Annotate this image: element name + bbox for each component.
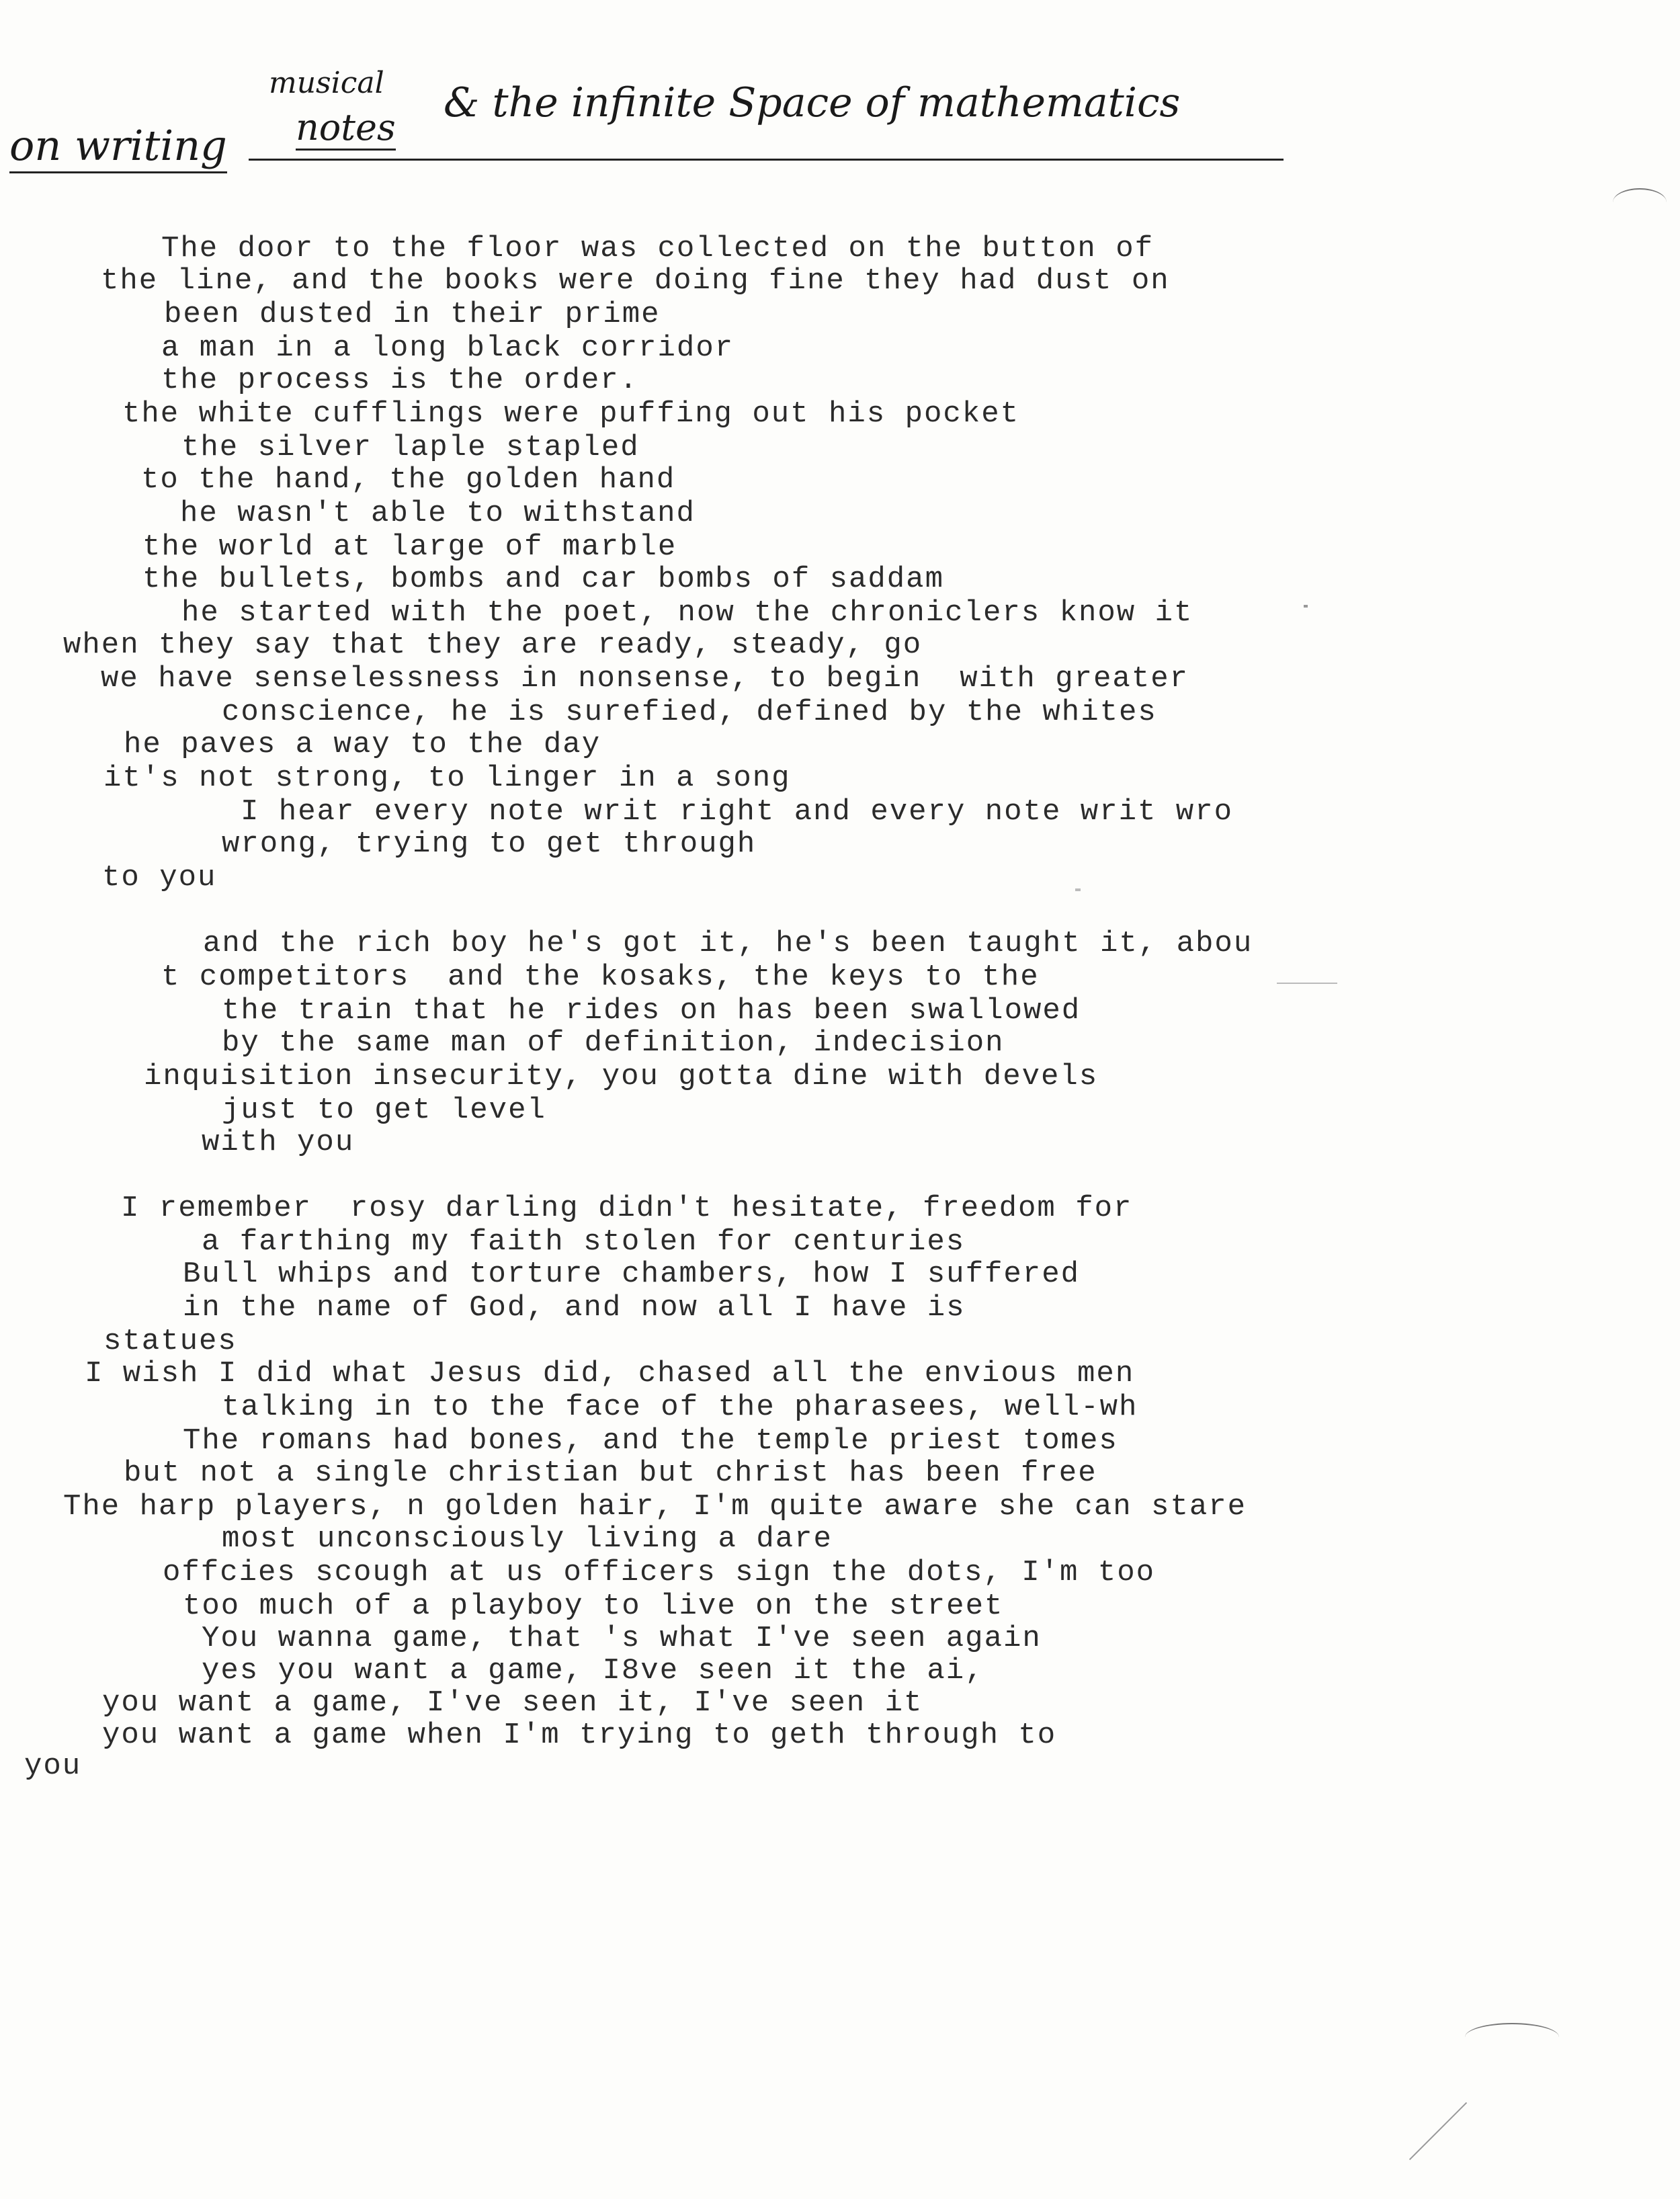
- stanza3-line-15: yes you want a game, I8ve seen it the ai,: [202, 1654, 984, 1688]
- handwritten-title-insert: musical: [269, 66, 384, 100]
- page-edge-mark-bottom: [1465, 2023, 1559, 2051]
- page-edge-mark-top: [1613, 188, 1667, 216]
- stanza2-line-6: just to get level: [222, 1093, 546, 1127]
- stanza1-line-12: he started with the poet, now the chroniclers know it: [181, 596, 1193, 630]
- stanza1-line-2: the line, and the books were doing fine they had dust on: [101, 264, 1170, 298]
- stanza2-line-4: by the same man of definition, indecision: [222, 1026, 1005, 1060]
- stanza1-line-20: to you: [102, 861, 217, 895]
- stanza3-line-1: I remember rosy darling didn't hesitate, freedom for: [121, 1192, 1133, 1225]
- stanza1-line-8: to the hand, the golden hand: [141, 463, 676, 497]
- stanza1-line-9: he wasn't able to withstand: [180, 497, 696, 530]
- stanza1-line-11: the bullets, bombs and car bombs of saddam: [142, 563, 944, 596]
- stanza1-line-18: I hear every note writ right and every note writ wro: [241, 795, 1234, 829]
- stray-dot-1: [1075, 888, 1081, 891]
- stanza1-line-6: the white cufflings were puffing out his pocket: [122, 397, 1020, 431]
- stanza3-line-13: too much of a playboy to live on the street: [183, 1589, 1004, 1623]
- stanza3-line-4: in the name of God, and now all I have is: [183, 1291, 966, 1325]
- stanza3-line-3: Bull whips and torture chambers, how I suffered: [183, 1257, 1081, 1291]
- stanza3-line-5: statues: [103, 1325, 237, 1358]
- stanza1-line-1: The door to the floor was collected on the button of: [161, 232, 1154, 265]
- stanza1-line-15: conscience, he is surefied, defined by the whites: [222, 696, 1157, 729]
- stray-dots-right: [1277, 983, 1337, 984]
- stanza1-line-17: it's not strong, to linger in a song: [103, 761, 791, 795]
- stanza1-line-14: we have senselessness in nonsense, to begin with greater: [101, 662, 1189, 696]
- stanza1-line-7: the silver laple stapled: [181, 431, 640, 464]
- stanza1-line-13: when they say that they are ready, steady, go: [63, 628, 923, 662]
- stanza3-line-14: You wanna game, that 's what I've seen again: [202, 1622, 1042, 1655]
- stanza3-line-7: talking in to the face of the pharasees, well-wh: [222, 1391, 1138, 1424]
- stanza3-line-10: The harp players, n golden hair, I'm quite aware she can stare: [63, 1490, 1247, 1524]
- handwritten-title-notes: notes: [296, 106, 396, 151]
- stanza3-line-8: The romans had bones, and the temple priest tomes: [183, 1424, 1118, 1458]
- stanza3-line-16: you want a game, I've seen it, I've seen it: [102, 1686, 923, 1720]
- corner-slash: [1409, 2102, 1467, 2160]
- handwritten-title-main: on writing: [9, 121, 227, 173]
- stanza1-line-19: wrong, trying to get through: [222, 827, 757, 861]
- stanza3-line-2: a farthing my faith stolen for centuries: [202, 1225, 966, 1259]
- stray-tick: [1304, 605, 1308, 608]
- stanza2-line-2: t competitors and the kosaks, the keys to the: [161, 960, 1040, 994]
- handwritten-title-rest: & the infinite Space of mathematics: [444, 79, 1181, 126]
- stanza2-line-1: and the rich boy he's got it, he's been taught it, abou: [203, 927, 1253, 960]
- stanza1-line-10: the world at large of marble: [142, 530, 677, 564]
- stanza3-line-17: you want a game when I'm trying to geth through to: [102, 1718, 1057, 1752]
- stanza1-line-16: he paves a way to the day: [124, 728, 601, 761]
- stanza3-line-12: offcies scough at us officers sign the dots, I'm too: [163, 1556, 1156, 1589]
- stanza1-line-5: the process is the order.: [161, 364, 639, 397]
- stanza1-line-4: a man in a long black corridor: [161, 331, 734, 365]
- stanza3-line-11: most unconsciously living a dare: [222, 1522, 833, 1556]
- title-underline: [249, 159, 1284, 161]
- stanza3-line-6: I wish I did what Jesus did, chased all the envious men: [85, 1357, 1135, 1391]
- stanza2-line-5: inquisition insecurity, you gotta dine with devels: [144, 1060, 1099, 1093]
- stanza2-line-3: the train that he rides on has been swallowed: [222, 994, 1081, 1028]
- stanza3-line-18: you: [24, 1749, 82, 1783]
- stanza1-line-3: been dusted in their prime: [164, 298, 661, 331]
- stanza2-line-7: with you: [202, 1126, 355, 1159]
- stanza3-line-9: but not a single christian but christ has been free: [124, 1456, 1097, 1490]
